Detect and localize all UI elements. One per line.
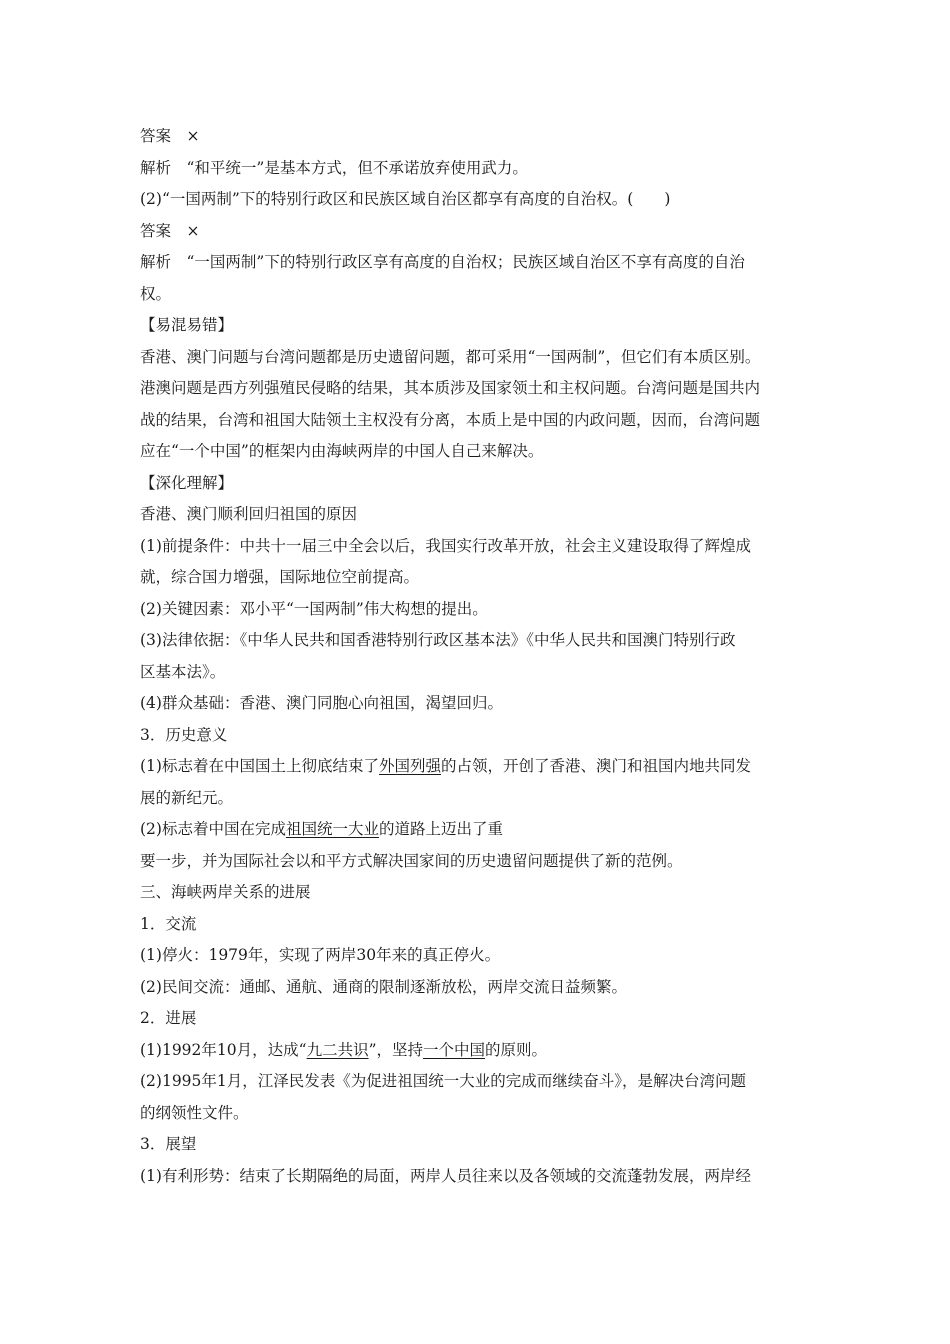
paragraph-line: 香港、澳门顺利回归祖国的原因: [140, 505, 358, 523]
subsection-heading: 2．进展: [140, 1009, 197, 1027]
question-line: (2)“一国两制”下的特别行政区和民族区域自治区都享有高度的自治权。( ): [140, 190, 671, 208]
list-item: (2)民间交流：通邮、通航、通商的限制逐渐放松，两岸交流日益频繁。: [140, 977, 627, 996]
paragraph-line: 香港、澳门问题与台湾问题都是历史遗留问题，都可采用“一国两制”，但它们有本质区别。: [140, 347, 761, 366]
answer-line: 答案 ×: [140, 127, 200, 145]
fill-in-answer: 祖国统一大业: [285, 820, 379, 838]
paragraph-line: 港澳问题是西方列强殖民侵略的结果，其本质涉及国家领土和主权问题。台湾问题是国共内: [140, 379, 761, 397]
list-item: (2)1995年1月，江泽民发表《为促进祖国统一大业的完成而继续奋斗》，是解决台湾问题: [140, 1072, 747, 1090]
list-item: 区基本法》。: [140, 662, 226, 681]
list-item: (3)法律依据：《中华人民共和国香港特别行政区基本法》《中华人民共和国澳门特别行政: [140, 631, 736, 649]
section-heading: 三、海峡两岸关系的进展: [140, 883, 311, 901]
paragraph-line: 应在“一个中国”的框架内由海峡两岸的中国人自己来解决。: [140, 442, 544, 460]
list-item: 要一步，并为国际社会以和平方式解决国家间的历史遗留问题提供了新的范例。: [140, 851, 683, 870]
fill-in-answer: 一个中国: [423, 1040, 486, 1059]
list-item: 就，综合国力增强，国际地位空前提高。: [140, 568, 420, 586]
list-item: (1)前提条件：中共十一届三中全会以后，我国实行改革开放，社会主义建设取得了辉煌成: [140, 536, 751, 555]
document-body: [140, 121, 815, 1192]
list-item: (1)1992年10月，达成“九二共识”，坚持一个中国的原则。: [140, 1040, 548, 1059]
list-item: (1)停火：1979年，实现了两岸30年来的真正停火。: [140, 946, 501, 964]
subsection-heading: 3．历史意义: [140, 725, 228, 744]
explanation-line: 解析 “和平统一”是基本方式，但不承诺放弃使用武力。: [140, 158, 528, 177]
answer-line: 答案 ×: [140, 221, 200, 240]
list-item: 的纲领性文件。: [140, 1103, 249, 1122]
explanation-line: 解析 “一国两制”下的特别行政区享有高度的自治权；民族区域自治区不享有高度的自治: [140, 253, 745, 271]
section-heading: 【深化理解】: [140, 473, 234, 492]
list-item: (2)关键因素：邓小平“一国两制”伟大构想的提出。: [140, 599, 488, 618]
explanation-line: 权。: [140, 284, 172, 303]
list-item: (4)群众基础：香港、澳门同胞心向祖国，渴望回归。: [140, 694, 503, 712]
subsection-heading: 1．交流: [140, 914, 197, 933]
fill-in-answer: 外国列强: [378, 757, 441, 775]
list-item: 展的新纪元。: [140, 788, 234, 807]
paragraph-line: 战的结果，台湾和祖国大陆领土主权没有分离，本质上是中国的内政问题，因而，台湾问题: [140, 410, 761, 429]
list-item: (2)标志着中国在完成祖国统一大业的道路上迈出了重: [140, 820, 503, 838]
subsection-heading: 3．展望: [140, 1135, 197, 1153]
list-item: (1)标志着在中国国土上彻底结束了外国列强的占领，开创了香港、澳门和祖国内地共同发: [140, 757, 751, 775]
fill-in-answer: 九二共识: [306, 1040, 369, 1059]
list-item: (1)有利形势：结束了长期隔绝的局面，两岸人员往来以及各领域的交流蓬勃发展，两岸经: [140, 1166, 751, 1185]
section-heading: 【易混易错】: [140, 316, 234, 334]
